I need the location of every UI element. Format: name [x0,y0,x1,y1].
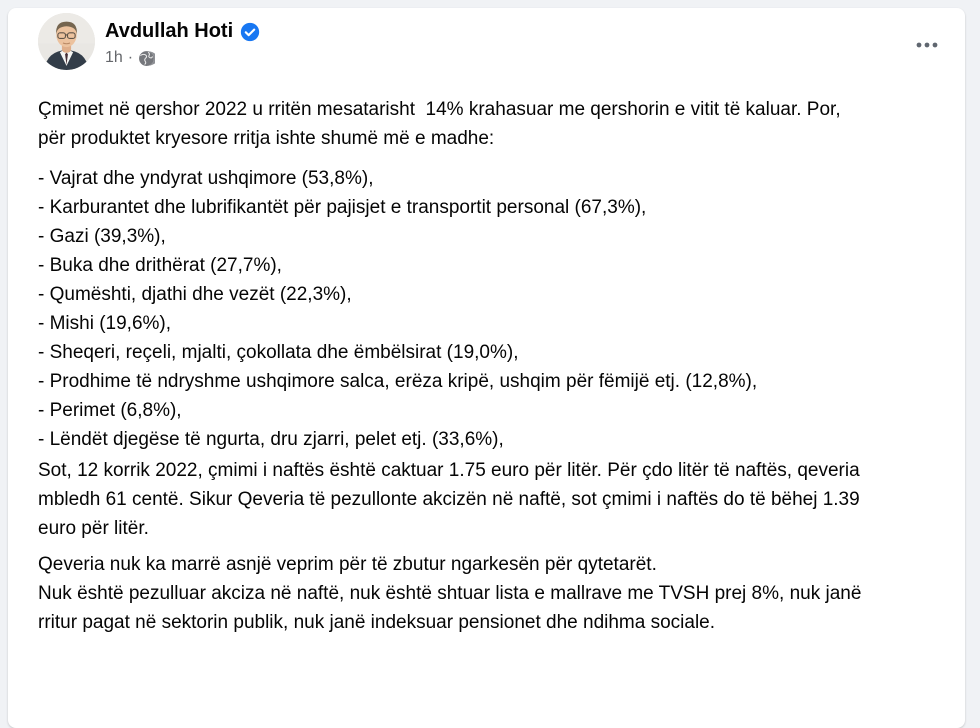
post-text-line: Qeveria nuk ka marrë asnjë veprim për të zbutur ngarkesën për qytetarët. [38,554,657,575]
post-text-line: për produktet kryesore rritja ishte shumë më e madhe: [38,128,495,149]
author-row [105,19,907,44]
post-text-line: rritur pagat në sektorin publik, nuk janë indeksuar pensionet dhe ndihma sociale. [38,612,716,633]
post-text-line: - Mishi (19,6%), [38,313,172,334]
post-paragraph-government [38,550,947,637]
more-options-icon [914,32,940,58]
post-timestamp-link[interactable]: 1h [105,49,123,66]
post-text-line: - Vajrat dhe yndyrat ushqimore (53,8%), [38,168,374,189]
post-text-line: mbledh 61 centë. Sikur Qeveria të pezullonte akcizën në naftë, sot çmimi i naftës do të bëhej 1.39 [38,489,860,510]
post-text-line: Sot, 12 korrik 2022, çmimi i naftës është caktuar 1.75 euro për litër. Për çdo litër të naftës, qeveria [38,460,860,481]
post-options-button[interactable] [907,25,947,65]
post-text-line: - Sheqeri, reçeli, mjalti, çokollata dhe ëmbëlsirat (19,0%), [38,342,519,363]
privacy-globe-icon [138,50,155,67]
post-text-line: - Perimet (6,8%), [38,400,182,421]
post-header-info [105,13,907,68]
post-text-line: - Qumështi, djathi dhe vezët (22,3%), [38,284,352,305]
post-paragraph-intro [38,95,947,153]
post-text-line: - Karburantet dhe lubrifikantët për pajisjet e transportit personal (67,3%), [38,197,647,218]
post-text-line: - Lëndët djegëse të ngurta, dru zjarri, pelet etj. (33,6%), [38,429,504,450]
author-name-link[interactable]: Avdullah Hoti [105,20,234,42]
post-text-line: euro për litër. [38,518,149,539]
avatar[interactable] [38,13,95,70]
post-text [8,70,965,657]
post-text-line: Nuk është pezulluar akciza në naftë, nuk është shtuar lista e mallrave me TVSH prej 8%, nuk janë [38,583,862,604]
post-text-line: Çmimet në qershor 2022 u rritën mesatarisht 14% krahasuar me qershorin e vitit të kaluar. Por, [38,99,841,120]
verified-icon [240,22,260,42]
post-paragraph-fuel-price [38,456,947,543]
post-text-line: - Prodhime të ndryshme ushqimore salca, erëza kripë, ushqim për fëmijë etj. (12,8%), [38,371,758,392]
post-meta-row [105,48,907,68]
post-header [8,8,965,70]
avatar-portrait-graphic [38,13,95,70]
meta-separator: · [127,49,134,66]
post-text-line: - Gazi (39,3%), [38,226,166,247]
post-text-line: - Buka dhe drithërat (27,7%), [38,255,282,276]
facebook-post-card [8,8,965,728]
post-paragraph-product-list [38,164,947,454]
